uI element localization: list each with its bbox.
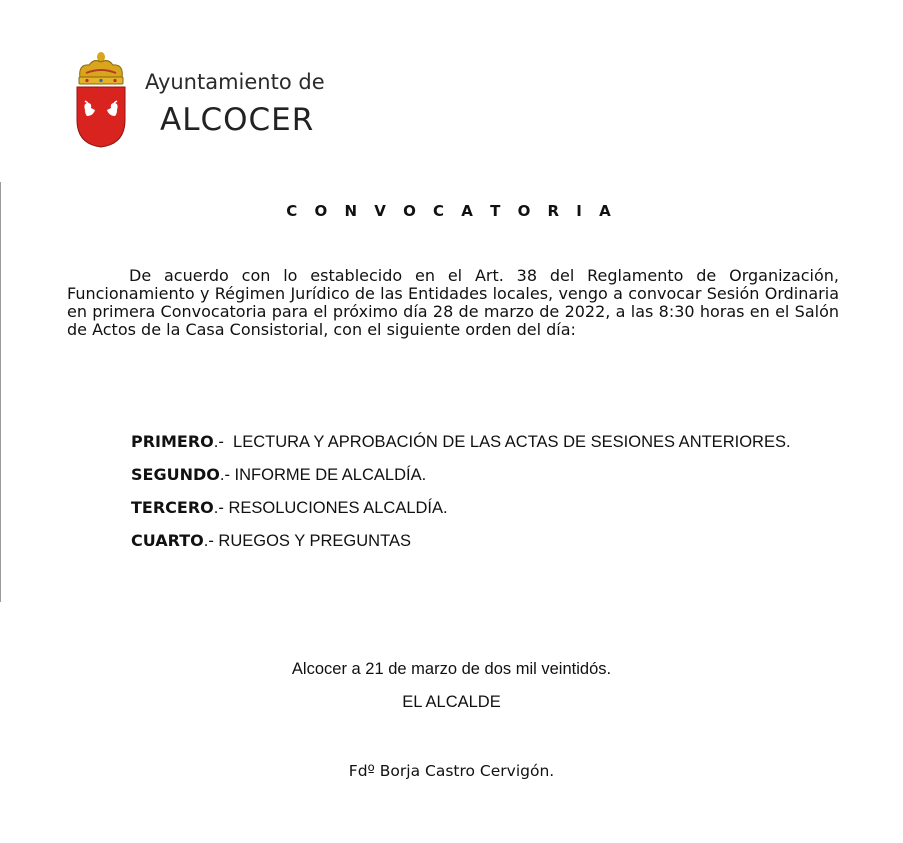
signer-name: Fdº Borja Castro Cervigón.: [348, 762, 555, 780]
document-title: C O N V O C A T O R I A: [286, 202, 617, 220]
agenda-text: INFORME DE ALCALDÍA.: [234, 466, 427, 484]
place-date: Alcocer a 21 de marzo de dos mil veintidós.: [291, 660, 612, 678]
agenda-item-cuarto: [67, 531, 839, 551]
agenda-ordinal: PRIMERO: [131, 432, 214, 451]
agenda-ordinal: TERCERO: [131, 498, 214, 517]
agenda-separator: .-: [219, 466, 235, 484]
agenda-text: LECTURA Y APROBACIÓN DE LAS ACTAS DE SESIONES ANTERIORES.: [233, 433, 791, 451]
convocation-body: De acuerdo con lo establecido en el Art. 38 del Reglamento de Organización, Funcionamiento y Régimen Jurídico de las Entidades locales, vengo a convocar Sesión Ordinaria en primera Convocatoria para el próximo día 28 de marzo de 2022, a las 8:30 horas en el Salón de Actos de la Casa Consistorial, con el siguiente orden del día:: [67, 266, 839, 339]
signer-role: EL ALCALDE: [402, 693, 501, 711]
agenda-separator: .-: [213, 499, 229, 517]
agenda-text: RESOLUCIONES ALCALDÍA.: [228, 499, 448, 517]
org-name-line1: Ayuntamiento de: [145, 70, 325, 94]
org-name-line2: ALCOCER: [160, 102, 315, 138]
left-margin-rule: [0, 182, 1, 602]
agenda-separator: .-: [203, 532, 219, 550]
agenda-item-tercero: [67, 498, 839, 518]
agenda-ordinal: SEGUNDO: [131, 465, 220, 484]
agenda-item-segundo: [67, 465, 839, 485]
letterhead: [72, 50, 392, 150]
agenda-separator: .-: [213, 433, 234, 451]
agenda-item-primero: [67, 432, 839, 452]
agenda-ordinal: CUARTO: [131, 531, 204, 550]
coat-of-arms-icon: [72, 50, 130, 148]
agenda-list: [67, 432, 839, 564]
agenda-text: RUEGOS Y PREGUNTAS: [218, 532, 411, 550]
